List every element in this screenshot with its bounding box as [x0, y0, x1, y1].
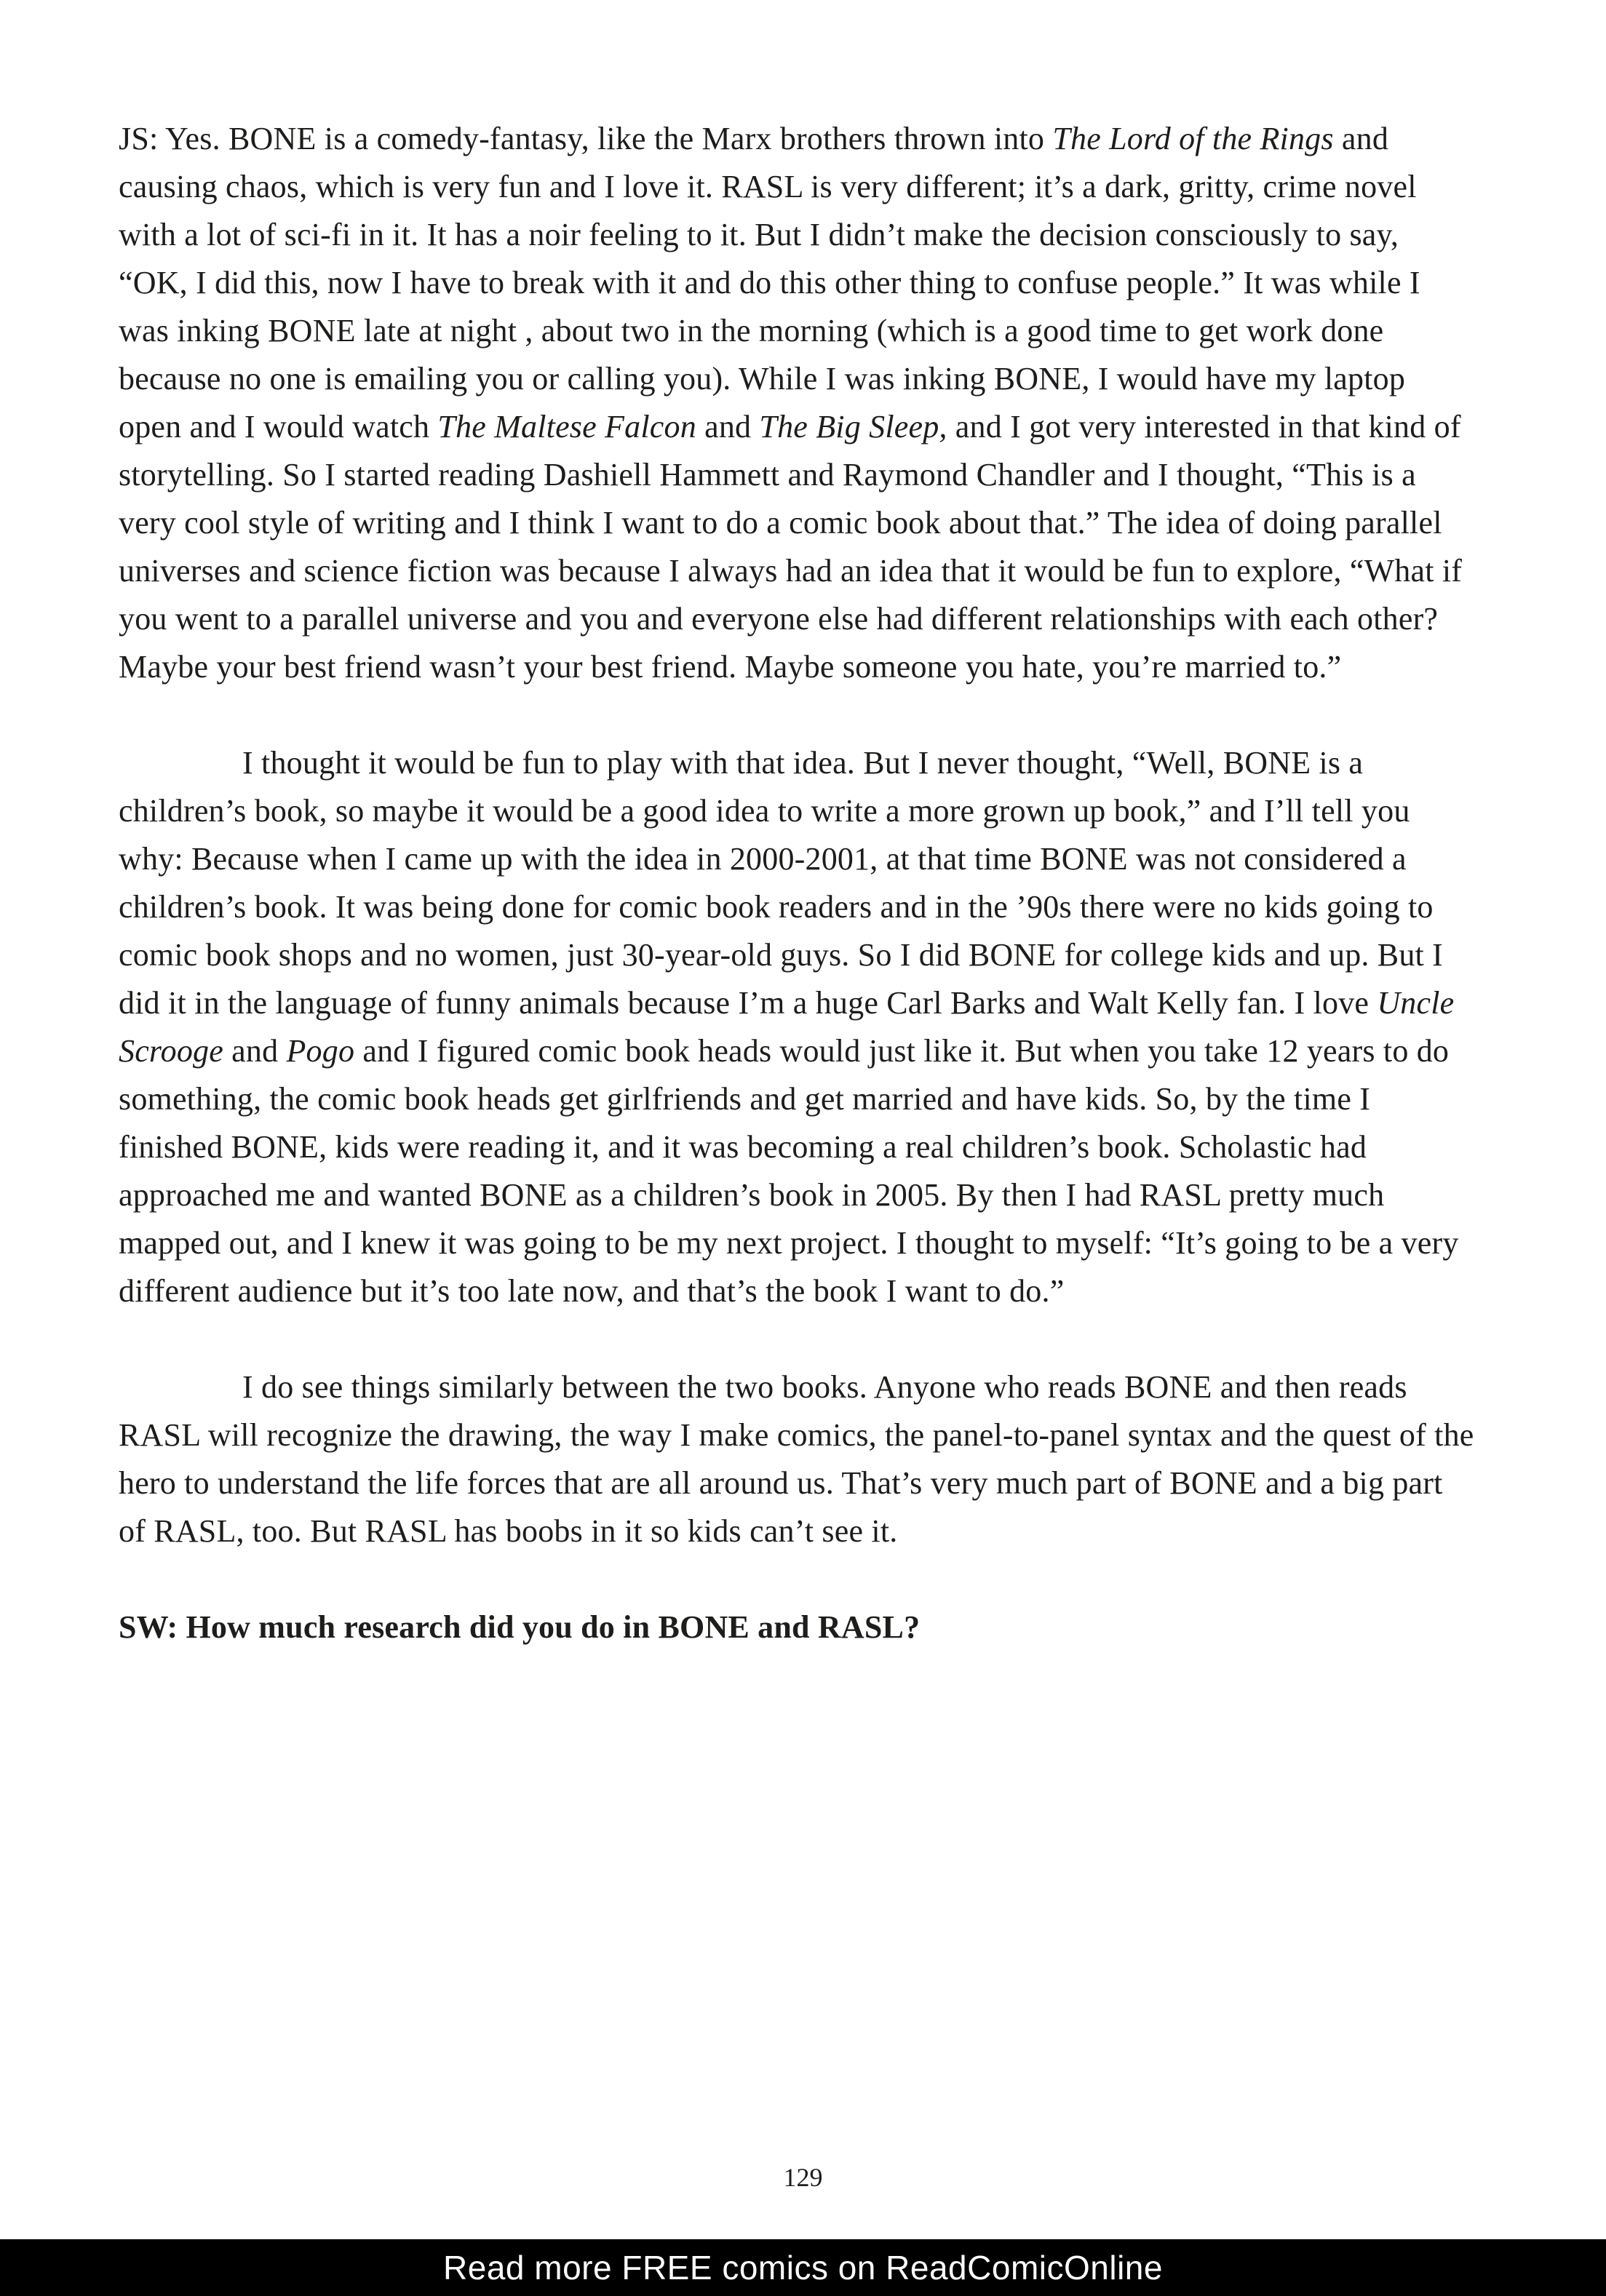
italic-text: Uncle Scrooge [119, 985, 1455, 1069]
page-number: 129 [783, 2163, 823, 2192]
italic-text: Pogo [286, 1033, 355, 1069]
italic-text: The Big Sleep, [759, 409, 947, 445]
body-text: I do see things similarly between the two books. Anyone who reads BONE and then reads RASL will recognize the drawing, the way I make comics, the panel-to-panel syntax and the quest of the hero to understand the life forces that are all around us. That’s very much part of BONE and a big part of RASL, too. But RASL has boobs in it so kids can’t see it. [119, 1369, 1474, 1549]
footer-banner[interactable] [0, 2239, 1606, 2296]
body-text: SW: How much research did you do in BONE and RASL? [119, 1609, 921, 1645]
body-text: and [223, 1033, 287, 1069]
body-text: I thought it would be fun to play with that idea. But I never thought, “Well, BONE is a children’s book, so maybe it would be a good idea to write a more grown up book,” and I’ll tell you why: Because when I came up with the idea in 2000-2001, at that time BONE was not considered a children’s book. It was being done for comic book readers and in the ’90s there were no kids going to comic book shops and no women, just 30-year-old guys. So I did BONE for college kids and up. But I did it in the language of funny animals because I’m a huge Carl Barks and Walt Kelly fan. I love [119, 745, 1444, 1021]
paragraph [119, 115, 1475, 691]
paragraph [119, 1363, 1475, 1555]
italic-text: The Maltese Falcon [437, 409, 696, 445]
body-text: and [696, 409, 760, 445]
paragraph [119, 1603, 1475, 1651]
body-text: and causing chaos, which is very fun and I love it. RASL is very different; it’s a dark, gritty, crime novel with a lot of sci-fi in it. It has a noir feeling to it. But I didn’t make the decision consciously to say, “OK, I did this, now I have to break with it and do this other thing to confuse people.” It was while I was inking BONE late at night , about two in the morning (which is a good time to get work done because no one is emailing you or calling you). While I was inking BONE, I would have my laptop open and I would watch [119, 121, 1420, 445]
footer-banner-text: Read more FREE comics on ReadComicOnline [443, 2249, 1163, 2287]
italic-text: The Lord of the Rings [1052, 121, 1334, 156]
body-text: and I got very interested in that kind of storytelling. So I started reading Dashiell Hammett and Raymond Chandler and I thought, “This is a very cool style of writing and I think I want to do a comic book about that.” The idea of doing parallel universes and science fiction was because I always had an idea that it would be fun to explore, “What if you went to a parallel universe and you and everyone else had different relationships with each other? Maybe your best friend wasn’t your best friend. Maybe someone you hate, you’re married to.” [119, 409, 1463, 685]
text-block [119, 115, 1475, 1699]
body-text: and I figured comic book heads would just like it. But when you take 12 years to do something, the comic book heads get girlfriends and get married and have kids. So, by the time I finished BONE, kids were reading it, and it was becoming a real children’s book. Scholastic had approached me and wanted BONE as a children’s book in 2005. By then I had RASL pretty much mapped out, and I knew it was going to be my next project. I thought to myself: “It’s going to be a very different audience but it’s too late now, and that’s the book I want to do.” [119, 1033, 1459, 1309]
paragraph [119, 739, 1475, 1315]
body-text: JS: Yes. BONE is a comedy-fantasy, like the Marx brothers thrown into [119, 121, 1053, 156]
